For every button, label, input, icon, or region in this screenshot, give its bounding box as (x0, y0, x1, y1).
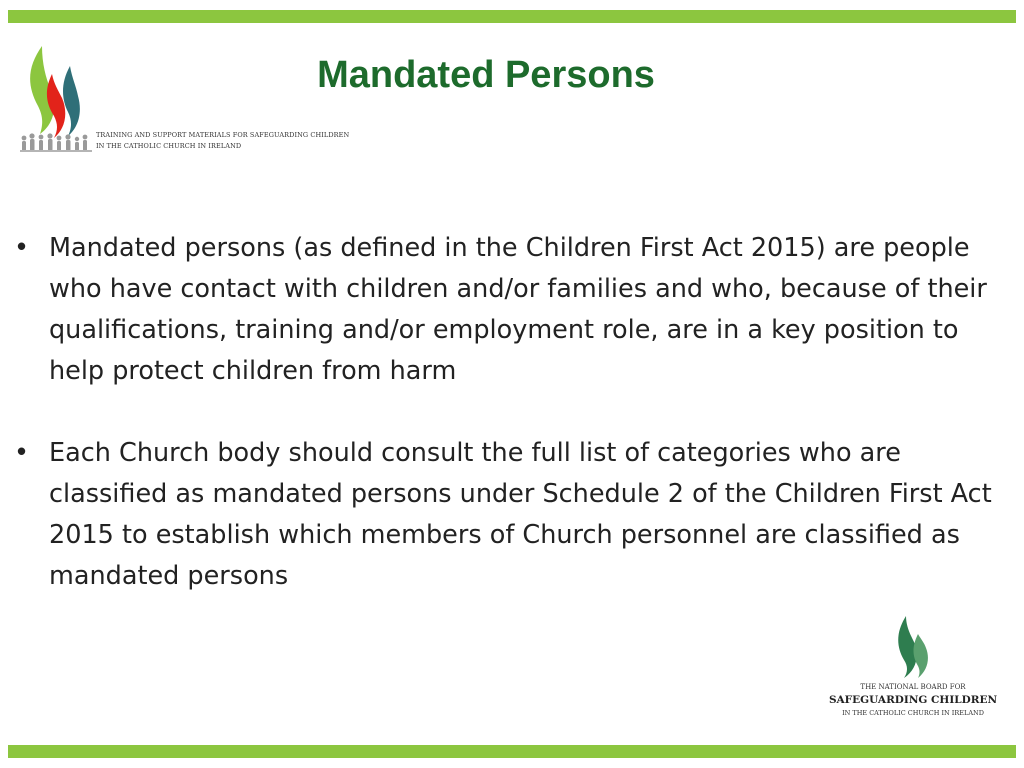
bullet-list (14, 228, 1014, 638)
tagline-line-1: TRAINING AND SUPPORT MATERIALS FOR SAFEGUARDING CHILDREN (96, 131, 350, 139)
board-name-line-1: THE NATIONAL BOARD FOR (860, 683, 966, 691)
board-name-line-3: IN THE CATHOLIC CHURCH IN IRELAND (842, 709, 984, 717)
logo-tagline (96, 130, 349, 152)
list-item (14, 228, 1014, 392)
flame-children-logo-icon (18, 44, 98, 158)
bottom-accent-bar (8, 745, 1016, 758)
board-name-line-2: SAFEGUARDING CHILDREN (828, 694, 998, 706)
national-board-logo (820, 614, 1006, 722)
bullet-text: Each Church body should consult the full list of categories who are classified as mandated persons under Schedule 2 of the Children First Act 2015 to establish which members of Church personnel are classified as mandated persons (49, 438, 992, 591)
bullet-dot: • (14, 438, 30, 468)
bullet-dot: • (14, 233, 30, 263)
tagline-line-2: IN THE CATHOLIC CHURCH IN IRELAND (96, 142, 242, 150)
page-title: Mandated Persons (317, 54, 655, 96)
green-flame-icon (888, 614, 938, 680)
top-accent-bar (8, 10, 1016, 23)
bullet-text: Mandated persons (as defined in the Children First Act 2015) are people who have contact with children and/or families and who, because of their qualifications, training and/or employment role, are in a key position to help protect children from harm (49, 233, 987, 386)
list-item (14, 433, 1014, 597)
